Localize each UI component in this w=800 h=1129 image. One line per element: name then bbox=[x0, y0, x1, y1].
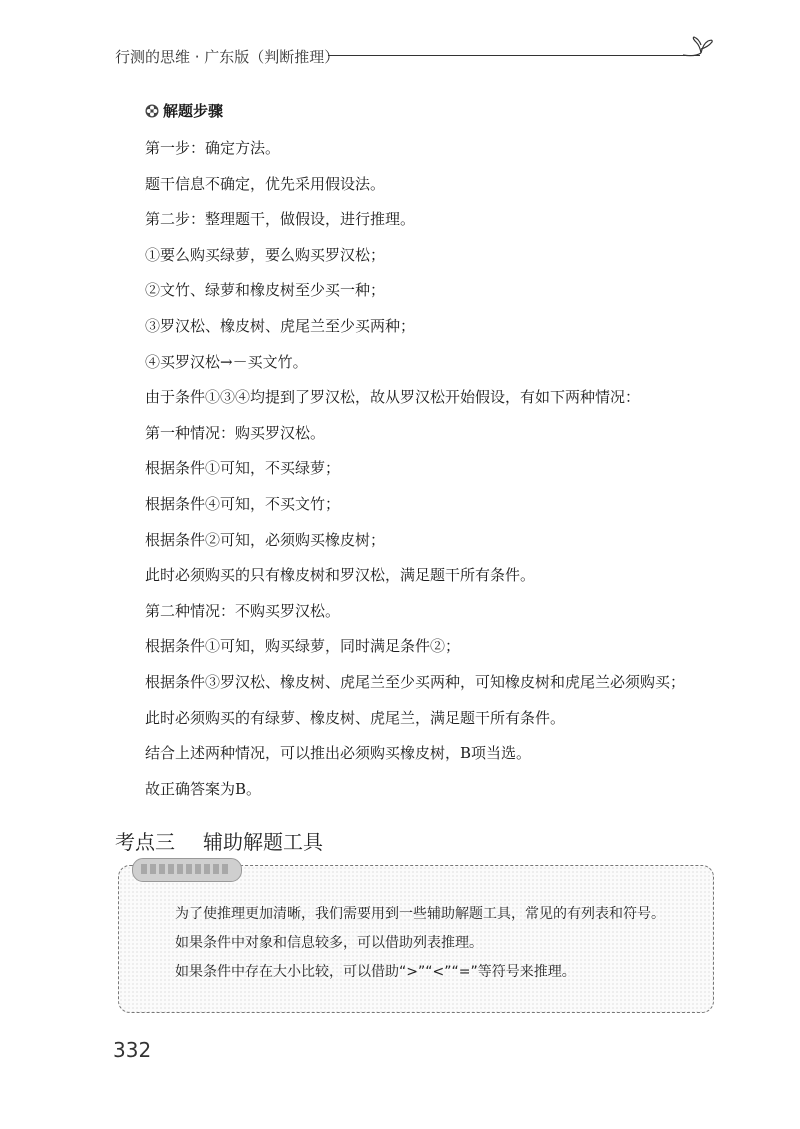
header-rule bbox=[328, 55, 700, 56]
text-line: 第一步：确定方法。 bbox=[145, 139, 281, 157]
topic-title: 辅助解题工具 bbox=[203, 830, 323, 854]
text-line: 根据条件④可知，不买文竹； bbox=[145, 494, 341, 513]
text-line: 第一种情况：购买罗汉松。 bbox=[145, 423, 326, 442]
page-number: 332 bbox=[113, 1038, 152, 1062]
sprout-icon bbox=[681, 36, 715, 62]
text-line: 题干信息不确定，优先采用假设法。 bbox=[145, 174, 386, 193]
text-line: 根据条件③罗汉松、橡皮树、虎尾兰至少买两种，可知橡皮树和虎尾兰必须购买； bbox=[145, 672, 686, 691]
text-line: ③罗汉松、橡皮树、虎尾兰至少买两种； bbox=[145, 316, 416, 335]
text-line: 由于条件①③④均提到了罗汉松，故从罗汉松开始假设，有如下两种情况： bbox=[145, 388, 641, 407]
section-title bbox=[145, 100, 223, 121]
section-title-text: 解题步骤 bbox=[163, 102, 224, 120]
text-line: 故正确答案为B。 bbox=[145, 779, 262, 798]
text-line: 结合上述两种情况，可以推出必须购买橡皮树，B项当选。 bbox=[145, 744, 532, 763]
text-line: 第二种情况：不购买罗汉松。 bbox=[145, 601, 341, 620]
solution-steps bbox=[145, 131, 725, 807]
text-line: 根据条件①可知，不买绿萝； bbox=[145, 459, 341, 478]
flower-bullet-icon bbox=[145, 104, 159, 118]
tip-box-tag bbox=[132, 858, 242, 882]
header-title: 行测的思维 · 广东版（判断推理） bbox=[115, 48, 340, 66]
tip-line: 如果条件中存在大小比较，可以借助“>”“<”“=”等符号来推理。 bbox=[175, 964, 576, 980]
text-line: ②文竹、绿萝和橡皮树至少买一种； bbox=[145, 281, 386, 300]
text-line: 根据条件①可知，购买绿萝，同时满足条件②； bbox=[145, 637, 461, 656]
text-line: ④买罗汉松→－买文竹。 bbox=[145, 352, 308, 371]
tip-line: 如果条件中对象和信息较多，可以借助列表推理。 bbox=[175, 935, 483, 951]
running-header bbox=[115, 36, 715, 66]
topic-heading bbox=[115, 826, 323, 855]
tip-line: 为了使推理更加清晰，我们需要用到一些辅助解题工具，常见的有列表和符号。 bbox=[175, 906, 665, 922]
tip-box-lines bbox=[175, 900, 665, 987]
text-line: 此时必须购买的有绿萝、橡皮树、虎尾兰，满足题干所有条件。 bbox=[145, 708, 566, 727]
topic-label: 考点三 bbox=[115, 830, 175, 854]
text-line: 根据条件②可知，必须购买橡皮树； bbox=[145, 530, 386, 549]
text-line: 第二步：整理题干，做假设，进行推理。 bbox=[145, 210, 416, 229]
text-line: 此时必须购买的只有橡皮树和罗汉松，满足题干所有条件。 bbox=[145, 566, 536, 585]
text-line: ①要么购买绿萝，要么购买罗汉松； bbox=[145, 245, 386, 264]
